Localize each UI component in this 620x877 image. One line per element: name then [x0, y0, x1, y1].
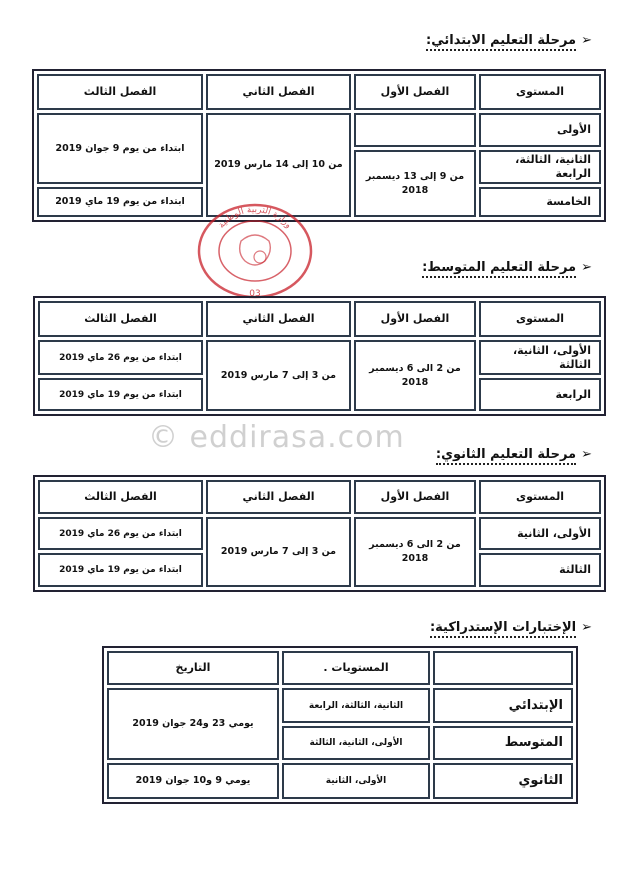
term2-date: من 3 إلى 7 مارس 2019	[206, 517, 351, 587]
watermark: © eddirasa.com	[148, 420, 405, 455]
term3-date: ابتداء من يوم 26 ماي 2019	[38, 517, 203, 550]
header-term1: الفصل الأول	[354, 74, 476, 110]
primary-title: مرحلة التعليم الابتدائي:	[426, 33, 576, 51]
term2-date: من 10 إلى 14 مارس 2019	[206, 113, 351, 217]
term1-date: من 2 الى 6 ديسمبر 2018	[354, 340, 476, 411]
header-term2: الفصل الثاني	[206, 480, 351, 514]
term2-date: من 3 إلى 7 مارس 2019	[206, 340, 351, 411]
header-term2: الفصل الثاني	[206, 301, 351, 337]
level-cell: الخامسة	[479, 187, 601, 217]
header-date: التاريخ	[107, 651, 279, 685]
level-cell: الرابعة	[479, 378, 601, 411]
level-cell: الأولى، الثانية، الثالثة	[479, 340, 601, 375]
middle-heading	[422, 259, 592, 277]
level-cell: الأولى، الثانية	[479, 517, 601, 550]
term3-date: ابتداء من يوم 19 ماي 2019	[38, 378, 203, 411]
header-term3: الفصل الثالث	[37, 74, 203, 110]
term1-date: من 9 إلى 13 ديسمبر 2018	[354, 150, 476, 217]
middle-schedule-table	[33, 296, 606, 416]
arrow-bullet-icon: ➢	[581, 447, 592, 462]
term3-date: ابتداء من يوم 9 جوان 2019	[37, 113, 203, 184]
term1-date: من 2 الى 6 ديسمبر 2018	[354, 517, 476, 587]
header-level: المستوى	[479, 74, 601, 110]
header-levels: المستويات .	[282, 651, 430, 685]
term3-date: ابتداء من يوم 26 ماي 2019	[38, 340, 203, 375]
mock-title: الإختبارات الإستدراكية:	[430, 620, 576, 638]
date-cell: يومي 23 و24 جوان 2019	[107, 688, 279, 760]
header-term2: الفصل الثاني	[206, 74, 351, 110]
empty-cell	[354, 113, 476, 147]
mock-exams-table	[102, 646, 578, 804]
term3-date: ابتداء من يوم 19 ماي 2019	[38, 553, 203, 587]
stamp-number: 03	[249, 289, 261, 299]
secondary-title: مرحلة التعليم الثانوي:	[436, 447, 576, 465]
mock-heading	[430, 619, 592, 637]
term3-date: ابتداء من يوم 19 ماي 2019	[37, 187, 203, 217]
middle-title: مرحلة التعليم المتوسط:	[422, 260, 576, 278]
arrow-bullet-icon: ➢	[581, 33, 592, 48]
levels-cell: الأولى، الثانية	[282, 763, 430, 799]
levels-cell: الثانية، الثالثة، الرابعة	[282, 688, 430, 723]
primary-schedule-table	[32, 69, 606, 222]
stage-cell: المتوسط	[433, 726, 573, 760]
level-cell: الثالثة	[479, 553, 601, 587]
header-level: المستوى	[479, 480, 601, 514]
header-term1: الفصل الأول	[354, 480, 476, 514]
primary-heading	[426, 32, 592, 50]
stamp-text: وزارة التربية الوطنية	[216, 205, 294, 231]
header-level: المستوى	[479, 301, 601, 337]
level-cell: الأولى	[479, 113, 601, 147]
arrow-bullet-icon: ➢	[581, 620, 592, 635]
level-cell: الثانية، الثالثة، الرابعة	[479, 150, 601, 184]
date-cell: يومي 9 و10 جوان 2019	[107, 763, 279, 799]
secondary-heading	[436, 446, 592, 464]
stage-cell: الثانوي	[433, 763, 573, 799]
arrow-bullet-icon: ➢	[581, 260, 592, 275]
header-term3: الفصل الثالث	[38, 480, 203, 514]
header-term3: الفصل الثالث	[38, 301, 203, 337]
stage-cell: الإبتدائي	[433, 688, 573, 723]
levels-cell: الأولى، الثانية، الثالثة	[282, 726, 430, 760]
header-stage	[433, 651, 573, 685]
header-term1: الفصل الأول	[354, 301, 476, 337]
secondary-schedule-table	[33, 475, 606, 592]
